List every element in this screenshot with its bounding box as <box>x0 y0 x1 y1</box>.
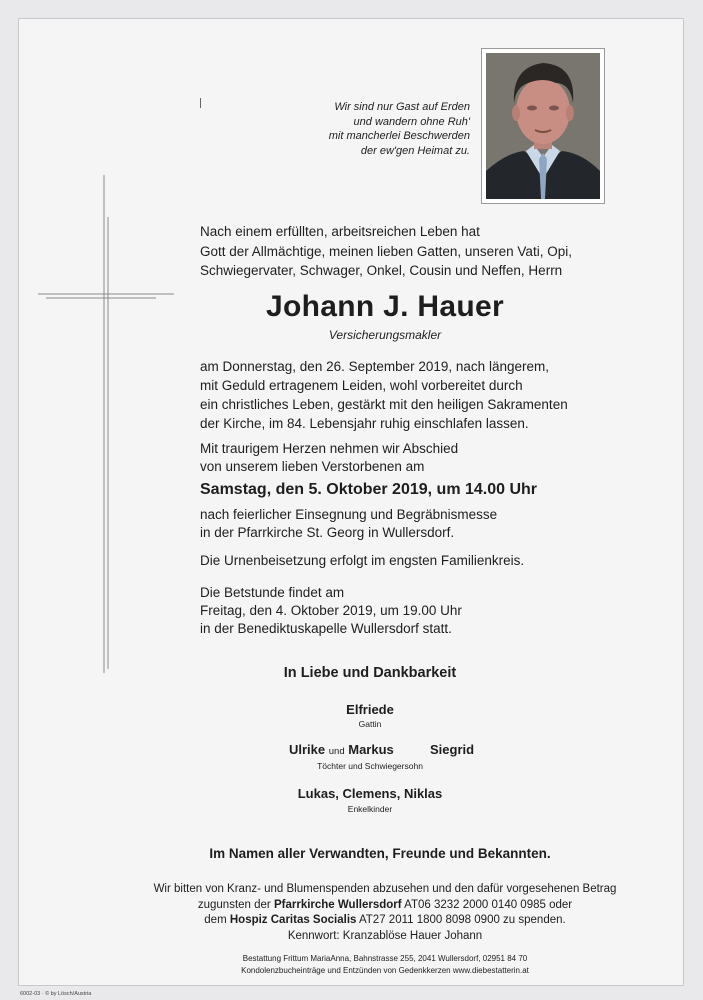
daughter-and-son-in-law <box>289 742 394 757</box>
farewell-line: Mit traurigem Herzen nehmen wir Abschied <box>200 441 459 456</box>
grandchildren-names: Lukas, Clemens, Niklas <box>297 786 443 801</box>
poem-line: Wir sind nur Gast auf Erden <box>334 101 470 113</box>
closing-line: Im Namen aller Verwandten, Freunde und Bekannten. <box>209 846 551 861</box>
death-line: mit Geduld ertragenem Leiden, wohl vorbereitet durch <box>200 378 523 393</box>
donation-recipient: Pfarrkirche Wullersdorf <box>273 898 402 911</box>
deceased-profession: Versicherungsmakler <box>328 328 442 342</box>
prayer-line: in der Benediktuskapelle Wullersdorf statt. <box>200 621 452 636</box>
donation-text: zugunsten der <box>197 898 274 911</box>
daughter-name: Siegrid <box>430 742 475 757</box>
mourners-heading: In Liebe und Dankbarkeit <box>283 665 457 681</box>
death-line: am Donnerstag, den 26. September 2019, nach längerem, <box>200 359 549 374</box>
donation-iban: AT06 3232 2000 0140 0985 oder <box>401 898 573 911</box>
poem-line: und wandern ohne Ruh' <box>353 115 470 128</box>
portrait-image <box>486 53 600 199</box>
deceased-name: Johann J. Hauer <box>266 290 504 323</box>
mass-line: in der Pfarrkirche St. Georg in Wullersdorf. <box>200 525 455 540</box>
condolence-info: Kondolenzbucheinträge und Entzünden von Gedenkkerzen www.diebestatterin.at <box>241 965 529 975</box>
poem-line: der ew'gen Heimat zu. <box>360 144 470 157</box>
farewell-text <box>200 440 620 476</box>
daughter-name: Ulrike <box>289 742 326 757</box>
donation-text: dem <box>204 914 230 926</box>
prayer-line: Die Betstunde findet am <box>200 585 345 600</box>
portrait-photo <box>481 48 605 204</box>
donation-line <box>100 898 670 914</box>
death-notice <box>200 357 620 433</box>
poem <box>300 100 470 158</box>
cross-icon <box>38 175 178 675</box>
wife-role: Gattin <box>358 719 382 729</box>
prayer-text <box>200 584 620 638</box>
donation-request <box>100 882 670 944</box>
intro-text <box>200 222 600 281</box>
funeral-date: Samstag, den 5. Oktober 2019, um 14.00 Uhr <box>200 481 538 498</box>
donation-line <box>100 913 670 929</box>
mass-line: nach feierlicher Einsegnung und Begräbnismesse <box>200 507 498 522</box>
prayer-line: Freitag, den 4. Oktober 2019, um 19.00 Uhr <box>200 603 462 618</box>
poem-line: mit mancherlei Beschwerden <box>328 130 470 142</box>
intro-line: Nach einem erfüllten, arbeitsreichen Leben hat <box>200 224 480 239</box>
death-line: ein christliches Leben, gestärkt mit den heiligen Sakramenten <box>200 397 568 412</box>
intro-line: Gott der Allmächtige, meinen lieben Gatten, unseren Vati, Opi, <box>200 243 572 259</box>
donation-recipient: Hospiz Caritas Socialis <box>229 914 357 926</box>
and-word: und <box>328 746 345 757</box>
urn-text: Die Urnenbeisetzung erfolgt im engsten Familienkreis. <box>200 553 525 568</box>
grandchildren-role: Enkelkinder <box>347 804 393 814</box>
farewell-line: von unserem lieben Verstorbenen am <box>200 459 425 474</box>
undertaker-address: Bestattung Frittum MariaAnna, Bahnstrasse 255, 2041 Wullersdorf, 02951 84 70 <box>242 954 528 963</box>
print-code: 6002-03 · © by Lösch/Austria <box>20 991 92 997</box>
death-line: der Kirche, im 84. Lebensjahr ruhig einschlafen lassen. <box>200 416 529 431</box>
children-names <box>160 742 580 760</box>
intro-line: Schwiegervater, Schwager, Onkel, Cousin und Neffen, Herrn <box>200 263 563 278</box>
son-in-law-name: Markus <box>348 742 394 757</box>
decorative-tick <box>200 98 201 108</box>
donation-keyword: Kennwort: Kranzablöse Hauer Johann <box>287 929 483 942</box>
undertaker-footer <box>100 953 670 976</box>
donation-iban: AT27 2011 1800 8098 0900 zu spenden. <box>356 914 566 926</box>
mass-text <box>200 506 620 542</box>
children-role: Töchter und Schwiegersohn <box>317 761 423 771</box>
wife-name: Elfriede <box>346 702 394 717</box>
donation-line: Wir bitten von Kranz- und Blumenspenden abzusehen und den dafür vorgesehenen Betrag <box>153 883 617 895</box>
